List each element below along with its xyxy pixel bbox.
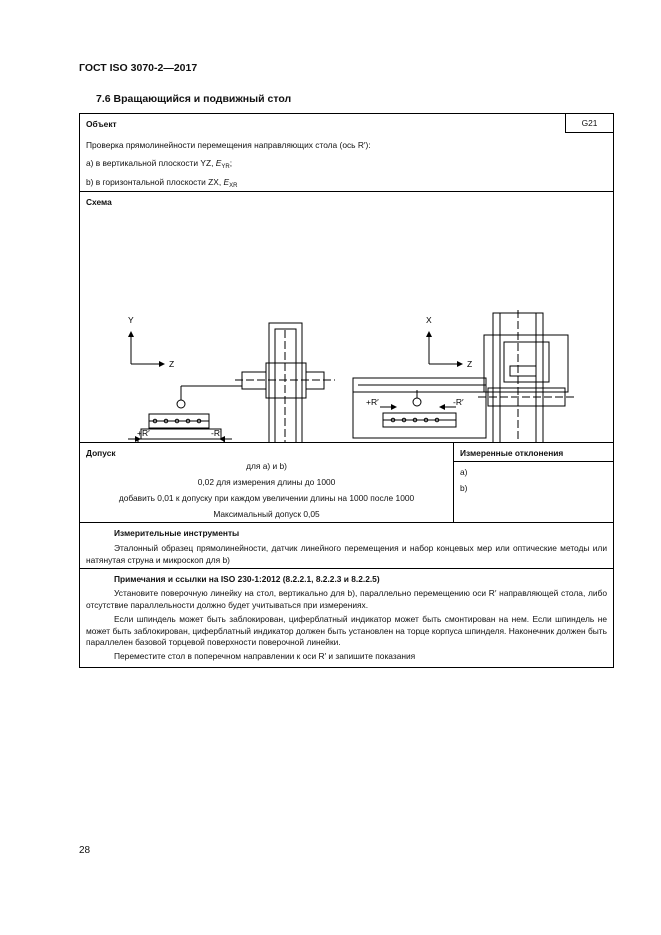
scheme-drawing <box>80 192 613 443</box>
measured-cell <box>454 443 613 522</box>
instruments-row <box>80 523 613 569</box>
plus-r-label-b: +R′ <box>366 397 379 407</box>
axis-z-label-a: Z <box>169 359 175 369</box>
minus-r-label-a: -R′ <box>211 428 222 438</box>
notes-row <box>80 569 613 667</box>
axis-x-label: X <box>426 315 432 325</box>
axis-y-label: Y <box>128 315 134 325</box>
scheme-row <box>80 192 613 443</box>
axis-z-label-b: Z <box>467 359 473 369</box>
object-line-2: а) в вертикальной плоскости YZ, $E_{YR}$; <box>86 158 233 170</box>
tolerance-line-1: для а) и b) <box>246 461 287 471</box>
tolerance-row <box>80 443 613 523</box>
measured-a: а) <box>460 467 468 477</box>
notes-label: Примечания и ссылки на ISO 230-1:2012 (8.2.2.1, 8.2.2.3 и 8.2.2.5) <box>114 574 380 584</box>
notes-paragraph-1: Установите поверочную линейку на стол, вертикально для b), параллельно перемещению оси R′ направляющей стола, либо отсутствие параллельности должно будет учитываться при измерениях. <box>86 588 607 610</box>
object-line-3: b) в горизонтальной плоскости ZX, $E_{XR}$ <box>86 177 238 189</box>
object-label: Объект <box>86 119 117 129</box>
scheme-label: Схема <box>86 197 112 207</box>
object-line-1: Проверка прямолинейности перемещения направляющих стола (ось R′): <box>86 140 371 150</box>
minus-r-label-b: -R′ <box>453 397 464 407</box>
plus-r-label-a: +R′ <box>137 428 150 438</box>
object-row <box>80 114 613 192</box>
check-table <box>79 113 614 668</box>
tolerance-line-4: Максимальный допуск 0,05 <box>213 509 320 519</box>
notes-paragraph-2: Если шпиндель может быть заблокирован, циферблатный индикатор может быть смонтирован на нем. Если шпиндель не может быть заблокирован, циферблатный индикатор должен быть установлен на торце корпуса шпинделя. Наконечник должен быть параллелен базовой торцевой поверхности поверочной линейки. <box>86 614 607 647</box>
tolerance-cell <box>80 443 454 522</box>
instruments-label: Измерительные инструменты <box>114 528 240 538</box>
tolerance-label: Допуск <box>86 448 116 458</box>
check-code: G21 <box>565 114 613 133</box>
measured-label: Измеренные отклонения <box>460 448 564 458</box>
instruments-text: Эталонный образец прямолинейности, датчик линейного перемещения и набор концевых мер или оптические методы или натянутая струна и микроскоп для b) <box>86 543 607 565</box>
measured-b: b) <box>460 483 468 493</box>
standard-header: ГОСТ ISO 3070-2—2017 <box>79 62 198 74</box>
notes-paragraph-3: Переместите стол в поперечном направлении к оси R′ и запишите показания <box>114 651 416 661</box>
section-title: 7.6 Вращающийся и подвижный стол <box>96 93 292 105</box>
tolerance-line-2: 0,02 для измерения длины до 1000 <box>197 477 336 487</box>
tolerance-line-3: добавить 0,01 к допуску при каждом увеличении длины на 1000 после 1000 <box>118 493 415 503</box>
page-number: 28 <box>79 845 91 856</box>
